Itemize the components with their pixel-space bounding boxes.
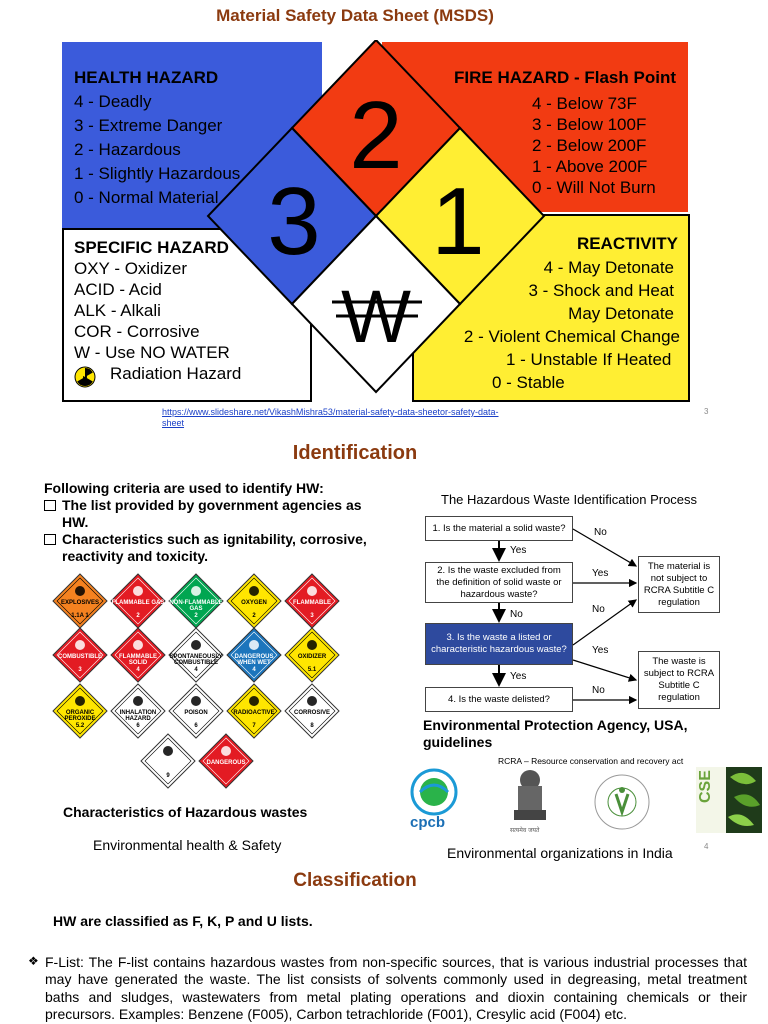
flow-label-no: No — [594, 527, 607, 538]
reactivity-item: 4 - May Detonate — [543, 258, 674, 277]
criteria-item: Characteristics such as ignitability, corrosive, reactivity and toxicity. — [44, 531, 384, 565]
msds-title: Material Safety Data Sheet (MSDS) — [216, 6, 494, 25]
ashoka-emblem: सत्यमेव जयते — [510, 768, 550, 838]
hazard-placard-name: FLAMMABLE GAS — [111, 600, 165, 606]
fire-item: 1 - Above 200F — [532, 157, 648, 176]
reactivity-item: 0 - Stable — [492, 373, 565, 392]
classification-lead: HW are classified as F, K, P and U lists. — [53, 913, 313, 929]
flist-paragraph: F-List: The F-list contains hazardous wastes from non-specific sources, that is various industrial processes that may have generated the waste. The list consists of solvents commonly used in degreasing, metal treatment baths and sludges, wastewaters from metal plating operations and dioxin containing chemicals or their precursors. Examples: Benzene (F005), Carbon tetrachloride (F001), Cresylic acid (F004) etc. — [45, 954, 747, 1022]
hazard-placard-class: 8 — [310, 723, 314, 729]
flow-question-3: 3. Is the waste a listed or characteristic hazardous waste? — [425, 623, 573, 665]
health-item: 1 - Slightly Hazardous — [74, 164, 241, 183]
hazard-placard-class: 3 — [310, 613, 314, 619]
health-item: 2 - Hazardous — [74, 140, 181, 159]
hazard-placard-class: 6 — [136, 723, 140, 729]
hazard-placard — [168, 627, 224, 683]
flow-question-2: 2. Is the waste excluded from the definition of solid waste or hazardous waste? — [425, 562, 573, 603]
flow-question-4: 4. Is the waste delisted? — [425, 687, 573, 712]
specific-hazard-heading: SPECIFIC HAZARD — [74, 238, 229, 257]
diamond-graphic — [62, 40, 690, 402]
hazard-placard — [284, 627, 340, 683]
leaf-image — [726, 767, 762, 833]
hazard-placard-name: SPONTANEOUSLY COMBUSTIBLE — [169, 654, 223, 666]
hazard-placard — [52, 573, 108, 629]
criteria-list — [44, 480, 384, 565]
flow-question-1: 1. Is the material a solid waste? — [425, 516, 573, 541]
criteria-item: The list provided by government agencies as HW. — [44, 497, 384, 531]
health-digit: 3 — [267, 168, 321, 275]
no-water-symbol: W — [341, 275, 411, 358]
specific-item: Radiation Hazard — [110, 364, 242, 383]
classification-title: Classification — [293, 870, 417, 891]
hazard-placard — [284, 573, 340, 629]
health-item: 4 - Deadly — [74, 92, 152, 111]
flow-result-subject: The waste is subject to RCRA Subtitle C regulation — [638, 651, 720, 709]
hazard-placard — [110, 573, 166, 629]
nfpa-hazard-diamond — [62, 40, 690, 402]
flow-label-no: No — [592, 604, 605, 615]
organizations-caption: Environmental organizations in India — [447, 845, 673, 861]
hazard-placard-name: COMBUSTIBLE — [58, 654, 102, 660]
flow-label-no: No — [592, 685, 605, 696]
fire-digit: 2 — [349, 82, 403, 189]
hazard-placard-name: POISON — [184, 710, 208, 716]
hazard-placard-name: RADIOACTIVE — [233, 710, 275, 716]
hazard-placard-class: 4 — [252, 667, 256, 673]
reactivity-item: 2 - Violent Chemical Change — [463, 327, 680, 346]
pollution-board-logo — [592, 772, 652, 832]
specific-item: ACID - Acid — [74, 280, 162, 299]
hazard-placard-name: DANGEROUS — [206, 760, 246, 766]
cpcb-logo: cpcb — [404, 766, 464, 836]
rcra-note: RCRA – Resource conservation and recovery act — [498, 756, 684, 766]
health-item: 0 - Normal Material — [74, 188, 219, 207]
epa-caption: Environmental Protection Agency, USA, guidelines — [423, 717, 688, 750]
hazard-placard — [52, 627, 108, 683]
flow-result-not-subject: The material is not subject to RCRA Subtitle C regulation — [638, 556, 720, 613]
hazard-placard — [226, 683, 282, 739]
hazard-placard-class: 7 — [252, 723, 256, 729]
flow-label-yes: Yes — [592, 645, 609, 656]
fire-item: 0 - Will Not Burn — [532, 178, 656, 197]
identification-title: Identification — [292, 442, 418, 464]
specific-item: OXY - Oxidizer — [74, 259, 188, 278]
reactivity-digit: 1 — [431, 168, 485, 275]
fire-item: 4 - Below 73F — [532, 94, 637, 113]
criteria-heading: Following criteria are used to identify HW: — [44, 480, 324, 496]
source-link[interactable]: https://www.slideshare.net/VikashMishra53/material-safety-data-sheetor-safety-data- sheet — [162, 407, 499, 428]
cse-logo: CSE — [696, 767, 726, 833]
hazard-placard-class: 4 — [194, 667, 198, 673]
hazard-placard-class: 2 — [136, 613, 140, 619]
specific-item: ALK - Alkali — [74, 301, 161, 320]
hazard-placard-name: NON-FLAMMABLE GAS — [169, 600, 223, 612]
diamond-bullet-icon: ❖ — [28, 954, 39, 968]
hazard-placard-name: OXIDIZER — [297, 654, 327, 660]
specific-item: COR - Corrosive — [74, 322, 200, 341]
fire-item: 2 - Below 200F — [532, 136, 647, 155]
reactivity-item: 1 - Unstable If Heated — [506, 350, 672, 369]
hazard-placard-class: 5.1 — [307, 667, 317, 673]
hazard-placard-class: 2 — [252, 613, 256, 619]
hazard-placard-class: 6 — [194, 723, 198, 729]
hazard-placard — [226, 573, 282, 629]
checkbox-bullet-icon — [44, 534, 56, 545]
hazard-placard-name: EXPLOSIVES — [60, 600, 99, 606]
reactivity-heading: REACTIVITY — [576, 234, 678, 253]
hazard-placard — [284, 683, 340, 739]
fire-item: 3 - Below 100F — [532, 115, 647, 134]
hazard-placard-class: 2 — [194, 613, 198, 619]
health-hazard-heading: HEALTH HAZARD — [74, 68, 219, 87]
hazard-placard-class: 1.1A 1 — [71, 613, 89, 619]
hazard-placard — [140, 733, 196, 789]
page-number: 4 — [704, 842, 709, 851]
hazard-placard — [168, 573, 224, 629]
ehs-caption: Environmental health & Safety — [93, 837, 282, 853]
characteristics-caption: Characteristics of Hazardous wastes — [63, 804, 308, 820]
reactivity-item: 3 - Shock and Heat — [528, 281, 674, 300]
hazard-placard — [168, 683, 224, 739]
process-title: The Hazardous Waste Identification Process — [441, 492, 698, 507]
specific-item: W - Use NO WATER — [74, 343, 230, 362]
hazard-placard — [226, 627, 282, 683]
hazard-placard-class: 4 — [136, 667, 140, 673]
hazard-placard — [198, 733, 254, 789]
hazard-placard-name: DANGEROUS WHEN WET — [234, 654, 274, 666]
health-item: 3 - Extreme Danger — [74, 116, 223, 135]
hazard-placard-class: 3 — [78, 667, 82, 673]
fire-hazard-heading: FIRE HAZARD - Flash Point — [454, 68, 676, 87]
hazard-placard-name: ORGANIC PEROXIDE — [64, 710, 96, 722]
flow-label-no: No — [510, 609, 523, 620]
flow-label-yes: Yes — [510, 545, 527, 556]
hazard-placard — [110, 627, 166, 683]
hazard-placard — [52, 683, 108, 739]
reactivity-item: May Detonate — [568, 304, 674, 323]
checkbox-bullet-icon — [44, 500, 56, 511]
flow-label-yes: Yes — [592, 568, 609, 579]
flow-arrows — [420, 510, 730, 720]
hazard-placard-name: FLAMMABLE — [293, 600, 331, 606]
flow-label-yes: Yes — [510, 671, 527, 682]
hazard-placard-class: 9 — [166, 773, 170, 779]
hazard-placard-name: CORROSIVE — [293, 710, 330, 716]
hazard-placard-name: OXYGEN — [241, 600, 267, 606]
hazard-placard — [110, 683, 166, 739]
hazard-placard-class: 5.2 — [75, 723, 85, 729]
hazard-placard-name: FLAMMABLE SOLID — [119, 654, 157, 666]
page-number: 3 — [704, 407, 709, 416]
hazard-placards — [52, 573, 342, 793]
hazard-placard-name: INHALATION HAZARD — [119, 710, 157, 722]
